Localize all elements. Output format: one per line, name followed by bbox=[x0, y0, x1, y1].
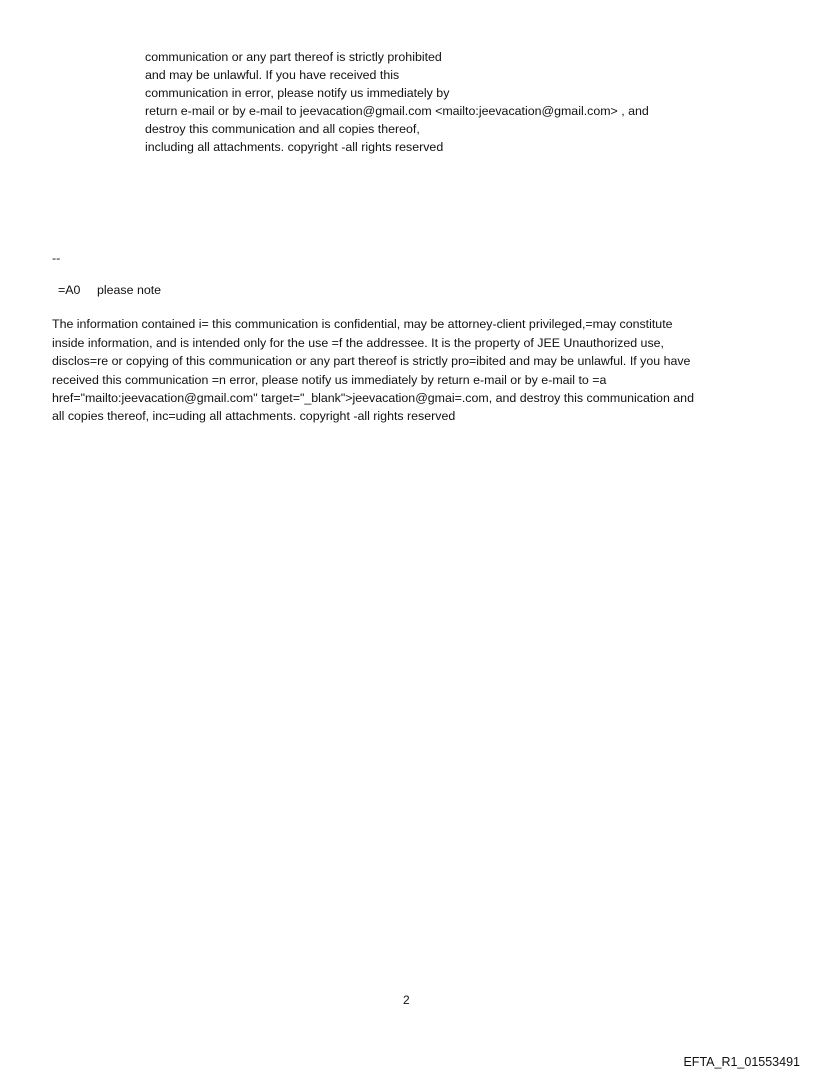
disclaimer-line: communication or any part thereof is strictly prohibited bbox=[145, 50, 442, 64]
signature-separator: -- bbox=[52, 251, 61, 265]
page-number: 2 bbox=[403, 993, 410, 1007]
note-text: please note bbox=[97, 283, 162, 297]
disclaimer-line: received this communication =n error, please notify us immediately by return e-mail or by e-mail to =a bbox=[52, 373, 607, 387]
disclaimer-line: The information contained i= this communication is confidential, may be attorney-client privileged,=may constitute bbox=[52, 317, 673, 331]
disclaimer-line: href="mailto:jeevacation@gmail.com" target="_blank">jeevacation@gmai=.com, and destroy this communication and bbox=[52, 391, 694, 405]
disclaimer-line: disclos=re or copying of this communication or any part thereof is strictly pro=ibited and may be unlawful. If you have bbox=[52, 354, 691, 368]
disclaimer-line: return e-mail or by e-mail to jeevacation@gmail.com <mailto:jeevacation@gmail.com> , and bbox=[145, 104, 649, 118]
disclaimer-line: destroy this communication and all copies thereof, bbox=[145, 122, 420, 136]
disclaimer-line: all copies thereof, inc=uding all attachments. copyright -all rights reserved bbox=[52, 409, 456, 423]
note-prefix: =A0 bbox=[58, 283, 81, 297]
document-id-footer: EFTA_R1_01553491 bbox=[683, 1055, 800, 1069]
disclaimer-line: including all attachments. copyright -all rights reserved bbox=[145, 140, 444, 154]
disclaimer-line: communication in error, please notify us immediately by bbox=[145, 86, 450, 100]
disclaimer-line: and may be unlawful. If you have received this bbox=[145, 68, 400, 82]
disclaimer-line: inside information, and is intended only for the use =f the addressee. It is the property of JEE Unauthorized use, bbox=[52, 336, 664, 350]
